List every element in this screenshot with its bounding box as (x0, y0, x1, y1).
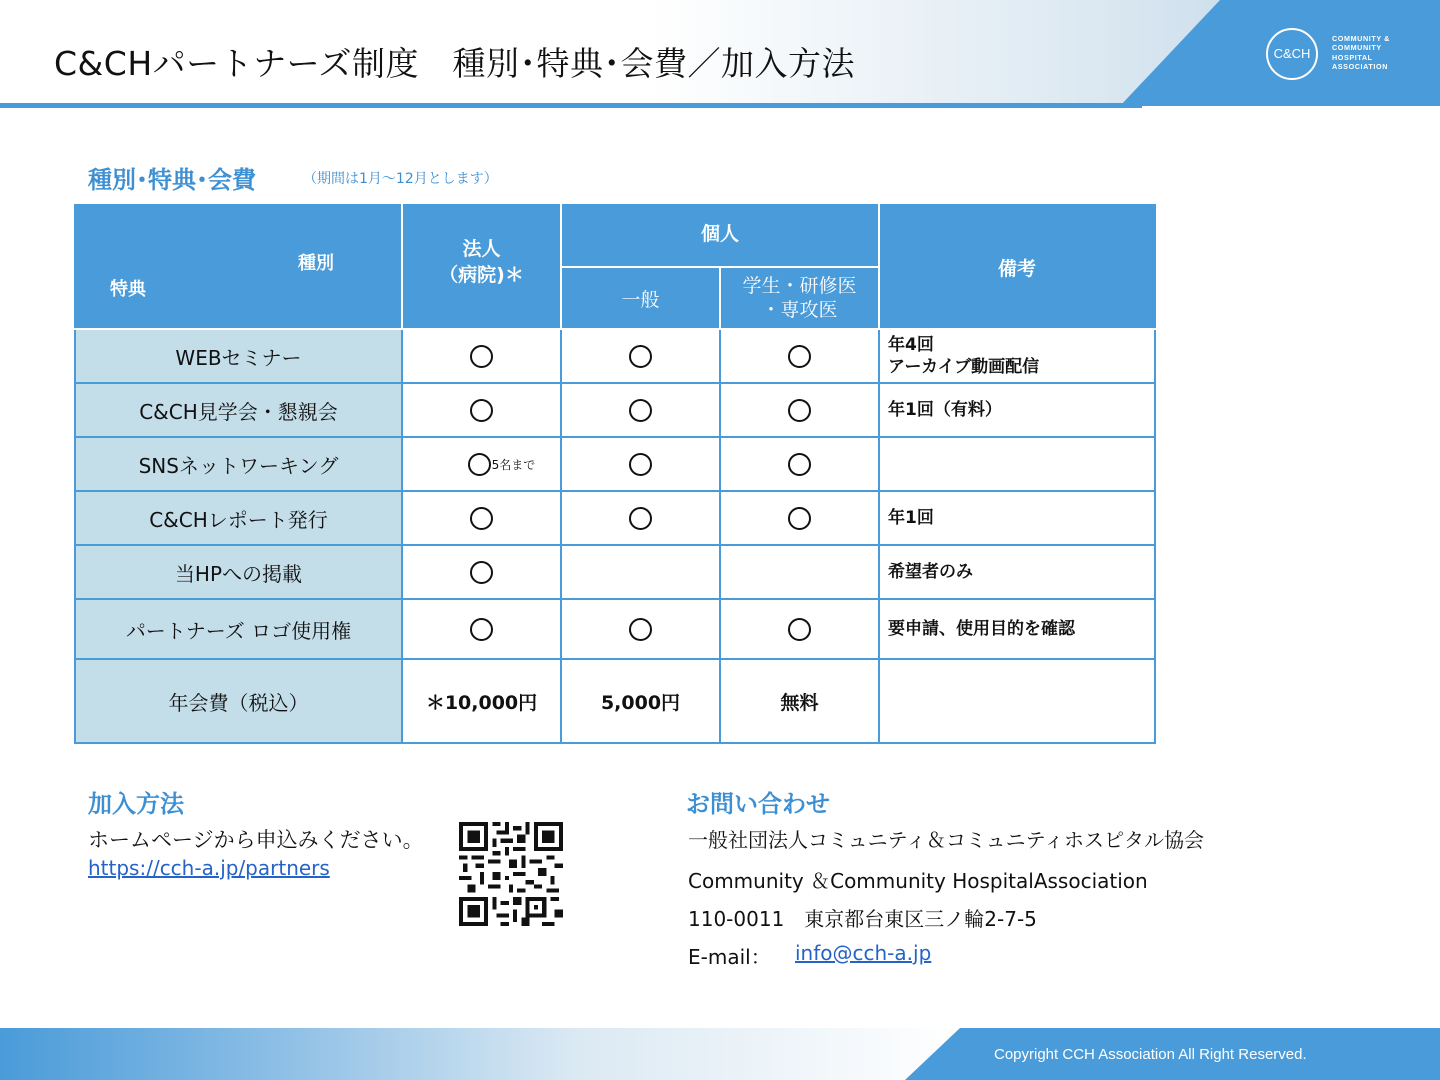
student-mark (720, 491, 879, 545)
student-mark (720, 329, 879, 383)
logo-wordmark (1332, 34, 1422, 72)
corporate-mark (402, 383, 561, 437)
section-title-join: 加入方法 (88, 790, 184, 818)
section-title-benefits: 種別･特典･会費 (88, 166, 256, 194)
corner-kind-label: 種別 (298, 253, 334, 274)
email-label: E-mail： (688, 945, 771, 969)
remarks-cell: 年1回 (879, 491, 1155, 545)
table-row (75, 437, 1155, 491)
col-corporate-header: 法人 （病院)＊ (402, 205, 561, 329)
header-underline (0, 103, 1142, 108)
circle-mark-icon (470, 345, 493, 368)
circle-mark-icon (629, 399, 652, 422)
circle-mark-icon (470, 618, 493, 641)
logo-line: ASSOCIATION (1332, 62, 1388, 72)
general-mark (561, 545, 720, 599)
remarks-cell: 年1回（有料） (879, 383, 1155, 437)
period-note: （期間は1月～12月とします） (303, 171, 498, 187)
page-title: C&CHパートナーズ制度 種別･特典･会費／加入方法 (54, 44, 855, 83)
partners-link[interactable]: https://cch-a.jp/partners (88, 856, 330, 880)
feature-cell: パートナーズ ロゴ使用権 (75, 599, 402, 659)
circle-mark-icon (470, 561, 493, 584)
circle-mark-icon (470, 399, 493, 422)
feature-cell: C&CHレポート発行 (75, 491, 402, 545)
feature-cell: SNSネットワーキング (75, 437, 402, 491)
circle-mark-icon (788, 618, 811, 641)
corporate-mark (402, 545, 561, 599)
feature-cell: WEBセミナー (75, 329, 402, 383)
table-row (75, 491, 1155, 545)
circle-mark-icon (629, 453, 652, 476)
fee-row (75, 659, 1155, 743)
remarks-cell: 希望者のみ (879, 545, 1155, 599)
corporate-mark (402, 599, 561, 659)
org-name-jp: 一般社団法人コミュニティ＆コミュニティホスピタル協会 (688, 828, 1204, 852)
table-row (75, 383, 1155, 437)
corporate-mark (402, 491, 561, 545)
qr-code[interactable] (459, 822, 563, 926)
fee-student: 無料 (720, 659, 879, 743)
remarks-cell (879, 437, 1155, 491)
student-mark (720, 437, 879, 491)
table-row (75, 599, 1155, 659)
feature-cell: 当HPへの掲載 (75, 545, 402, 599)
general-mark (561, 383, 720, 437)
corporate-mark (402, 437, 561, 491)
circle-mark-icon (629, 345, 652, 368)
fee-general: 5,000円 (561, 659, 720, 743)
logo-line: COMMUNITY (1332, 43, 1382, 53)
corner-header (75, 205, 402, 329)
logo-line: HOSPITAL (1332, 52, 1373, 62)
col-individual-header: 個人 (561, 205, 879, 267)
corporate-limit-note: 5名まで (491, 457, 536, 472)
email-link[interactable]: info@cch-a.jp (795, 941, 932, 965)
benefits-table (74, 204, 1156, 744)
cch-logo (1266, 28, 1416, 86)
circle-mark-icon (468, 453, 491, 476)
general-mark (561, 599, 720, 659)
circle-mark-icon (788, 399, 811, 422)
section-title-contact: お問い合わせ (686, 790, 830, 818)
table-row (75, 545, 1155, 599)
table-row (75, 329, 1155, 383)
general-mark (561, 329, 720, 383)
student-mark (720, 599, 879, 659)
logo-mark: C&CH (1266, 28, 1318, 80)
fee-remarks (879, 659, 1155, 743)
logo-line: COMMUNITY & (1332, 34, 1390, 43)
feature-cell: C&CH見学会・懇親会 (75, 383, 402, 437)
fee-label-cell: 年会費（税込） (75, 659, 402, 743)
remarks-cell: 要申請、使用目的を確認 (879, 599, 1155, 659)
fee-corporate: ＊10,000円 (402, 659, 561, 743)
circle-mark-icon (788, 345, 811, 368)
col-general-header: 一般 (561, 267, 720, 329)
circle-mark-icon (788, 453, 811, 476)
student-mark (720, 383, 879, 437)
circle-mark-icon (470, 507, 493, 530)
remarks-cell: 年4回 アーカイブ動画配信 (879, 329, 1155, 383)
circle-mark-icon (788, 507, 811, 530)
join-instructions: ホームページから申込みください。 (88, 828, 424, 852)
col-remarks-header: 備考 (879, 205, 1155, 329)
corporate-mark (402, 329, 561, 383)
circle-mark-icon (629, 618, 652, 641)
org-name-en: Community ＆Community HospitalAssociation (688, 869, 1148, 893)
circle-mark-icon (629, 507, 652, 530)
corner-privilege-label: 特典 (110, 279, 146, 300)
general-mark (561, 437, 720, 491)
copyright-text: Copyright CCH Association All Right Reserved. (994, 1046, 1307, 1063)
col-student-header: 学生・研修医 ・専攻医 (720, 267, 879, 329)
address: 110-0011 東京都台東区三ノ輪2-7-5 (688, 907, 1037, 931)
general-mark (561, 491, 720, 545)
student-mark (720, 545, 879, 599)
